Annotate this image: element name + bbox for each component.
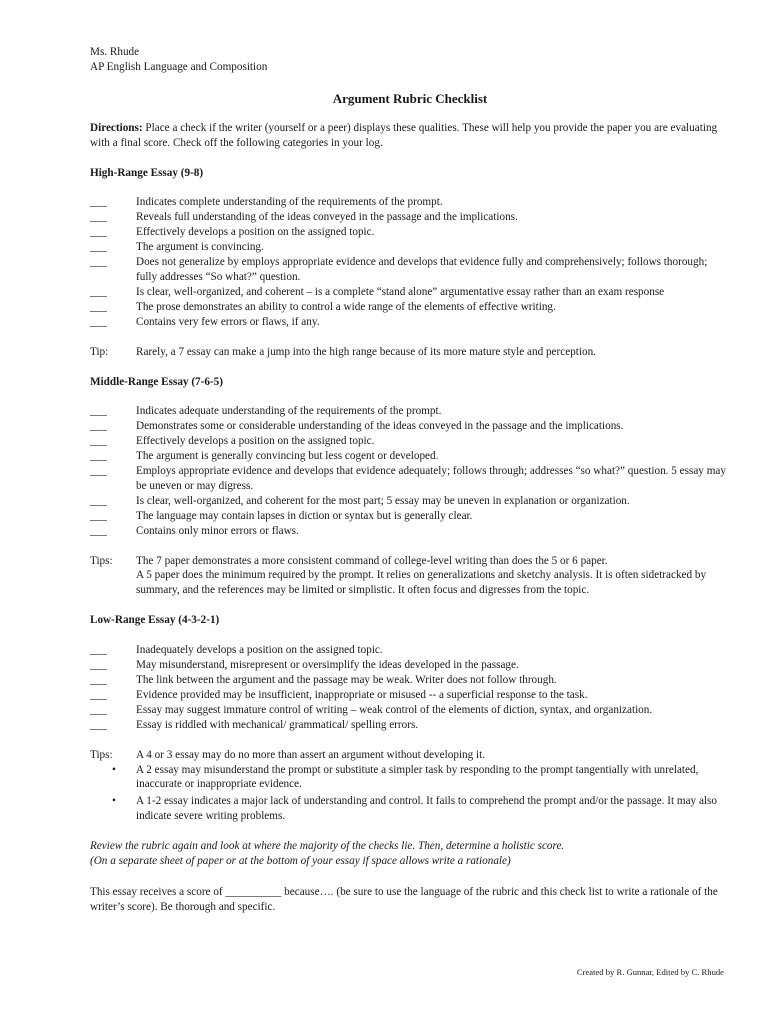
criterion-text: Demonstrates some or considerable understanding of the ideas conveyed in the passage and the implications. [136,420,624,433]
checklist-item [90,524,730,539]
checklist-item [90,240,730,255]
check-blank[interactable]: ___ [90,435,107,448]
middle-range-heading: Middle-Range Essay (7-6-5) [90,375,223,388]
tip-text: A 5 paper does the minimum required by the prompt. It relies on generalizations and sketchy analysis. It is often sidetracked by summary, and the references may be limited or simplistic. It often focus and digresses from the topic. [136,569,707,597]
criterion-text: Indicates adequate understanding of the requirements of the prompt. [136,405,442,418]
checklist-item [90,225,730,240]
check-blank[interactable]: ___ [90,659,107,672]
checklist-item [90,404,730,419]
credit-line: Created by R. Gunnar, Edited by C. Rhude [576,967,724,977]
criterion-text: The prose demonstrates an ability to control a wide range of the elements of effective writing. [136,300,556,313]
low-range-heading: Low-Range Essay (4-3-2-1) [90,614,220,627]
check-blank[interactable]: ___ [90,688,107,701]
tips-body [136,554,730,599]
checklist-item [90,673,730,688]
check-blank[interactable]: ___ [90,420,107,433]
checklist-item [90,285,730,300]
check-blank[interactable]: ___ [90,285,107,298]
criterion-text: Is clear, well-organized, and coherent – is a complete “stand alone” argumentative essay rather than an exam response [136,285,665,298]
check-blank[interactable]: ___ [90,718,107,731]
bullet-text: A 2 essay may misunderstand the prompt or substitute a simpler task by responding to the prompt tangentially with unrelated, inaccurate or inappropriate evidence. [136,763,699,791]
criterion-text: The link between the argument and the passage may be weak. Writer does not follow through. [136,674,557,686]
checklist-item [90,494,730,509]
tip-text: The 7 paper demonstrates a more consistent command of college-level writing than does the 5 or 6 paper. [136,554,608,567]
check-blank[interactable]: ___ [90,405,107,418]
high-range-checklist [90,195,730,329]
criterion-text: Contains only minor errors or flaws. [136,524,299,537]
check-blank[interactable]: ___ [90,674,107,686]
checklist-item [90,449,730,464]
checklist-item [90,210,730,225]
checklist-item [90,315,730,330]
criterion-text: Is clear, well-organized, and coherent for the most part; 5 essay may be uneven in explanation or organization. [136,494,630,507]
middle-range-checklist [90,404,730,538]
criterion-text: Indicates complete understanding of the requirements of the prompt. [136,196,443,209]
high-range-tip [90,345,730,360]
list-item [90,794,730,824]
score-sentence: This essay receives a score of __________ because…. (be sure to use the language of the rubric and this check list to write a rationale of the writer’s score). Be thorough and specific. [90,885,718,913]
check-blank[interactable]: ___ [90,300,107,313]
page-title: Argument Rubric Checklist [332,90,488,106]
checklist-item [90,195,730,210]
check-blank[interactable]: ___ [90,494,107,507]
criterion-text: Inadequately develops a position on the assigned topic. [136,644,383,657]
criterion-text: Evidence provided may be insufficient, inappropriate or misused -- a superficial response to the task. [136,688,588,701]
low-range-bullets [90,763,730,825]
teacher-name: Ms. Rhude [90,46,140,58]
checklist-item [90,658,730,673]
check-blank[interactable]: ___ [90,644,107,657]
checklist-item [90,434,730,449]
checklist-item [90,255,730,285]
check-blank[interactable]: ___ [90,241,107,254]
criterion-text: Effectively develops a position on the assigned topic. [136,226,375,239]
check-blank[interactable]: ___ [90,211,107,224]
check-blank[interactable]: ___ [90,450,107,463]
checklist-item [90,643,730,658]
high-range-heading: High-Range Essay (9-8) [90,166,204,179]
checklist-item [90,688,730,703]
bullet-icon: • [112,795,116,808]
tip-label: Tip: [90,345,109,358]
middle-range-tips [90,554,730,599]
directions-label: Directions: [90,121,143,134]
criterion-text: Essay may suggest immature control of writing – weak control of the elements of diction, syntax, and organization. [136,703,653,716]
criterion-text: The argument is generally convincing but less cogent or developed. [136,450,439,463]
criterion-text: Reveals full understanding of the ideas conveyed in the passage and the implications. [136,211,518,224]
criterion-text: The argument is convincing. [136,241,264,254]
criterion-text: Does not generalize by employs appropriate evidence and develops that evidence fully and comprehensively; follows thorough; fully addresses “So what?” question. [136,256,708,283]
criterion-text: Essay is riddled with mechanical/ grammatical/ spelling errors. [136,718,419,731]
check-blank[interactable]: ___ [90,315,107,328]
tip-text: Rarely, a 7 essay can make a jump into the high range because of its more mature style and perception. [136,345,596,358]
tip-text: A 4 or 3 essay may do no more than assert an argument without developing it. [136,748,486,761]
low-range-tips [90,748,730,763]
check-blank[interactable]: ___ [90,256,107,269]
list-item [90,763,730,793]
checklist-item [90,718,730,733]
criterion-text: Contains very few errors or flaws, if any. [136,315,320,328]
checklist-item [90,464,730,494]
check-blank[interactable]: ___ [90,524,107,537]
check-blank[interactable]: ___ [90,509,107,522]
review-line: Review the rubric again and look at where the majority of the checks lie. Then, determine a holistic score. [90,840,565,853]
criterion-text: The language may contain lapses in diction or syntax but is generally clear. [136,509,473,522]
criterion-text: May misunderstand, misrepresent or oversimplify the ideas developed in the passage. [136,659,519,672]
tip-label: Tips: [90,554,113,567]
course-name: AP English Language and Composition [90,60,268,73]
low-range-checklist [90,643,730,732]
document-page [90,45,730,915]
check-blank[interactable]: ___ [90,703,107,716]
checklist-item [90,419,730,434]
checklist-item [90,703,730,718]
checklist-item [90,509,730,524]
criterion-text: Effectively develops a position on the assigned topic. [136,435,375,448]
check-blank[interactable]: ___ [90,465,107,478]
check-blank[interactable]: ___ [90,226,107,239]
directions [90,121,730,151]
check-blank[interactable]: ___ [90,196,107,209]
bullet-icon: • [112,763,116,776]
criterion-text: Employs appropriate evidence and develops that evidence adequately; follows through; addresses “so what?” question. 5 essay may be uneven or may digress. [136,465,726,492]
review-line: (On a separate sheet of paper or at the bottom of your essay if space allows write a rationale) [90,855,511,868]
checklist-item [90,300,730,315]
bullet-text: A 1-2 essay indicates a major lack of understanding and control. It fails to comprehend the prompt and/or the passage. It may also indicate severe writing problems. [136,795,717,823]
directions-text: Place a check if the writer (yourself or a peer) displays these qualities. These will help you provide the paper you are evaluating with a final score. Check off the following categories in your log. [90,121,718,149]
review-instructions [90,839,730,869]
tip-label: Tips: [90,748,113,761]
